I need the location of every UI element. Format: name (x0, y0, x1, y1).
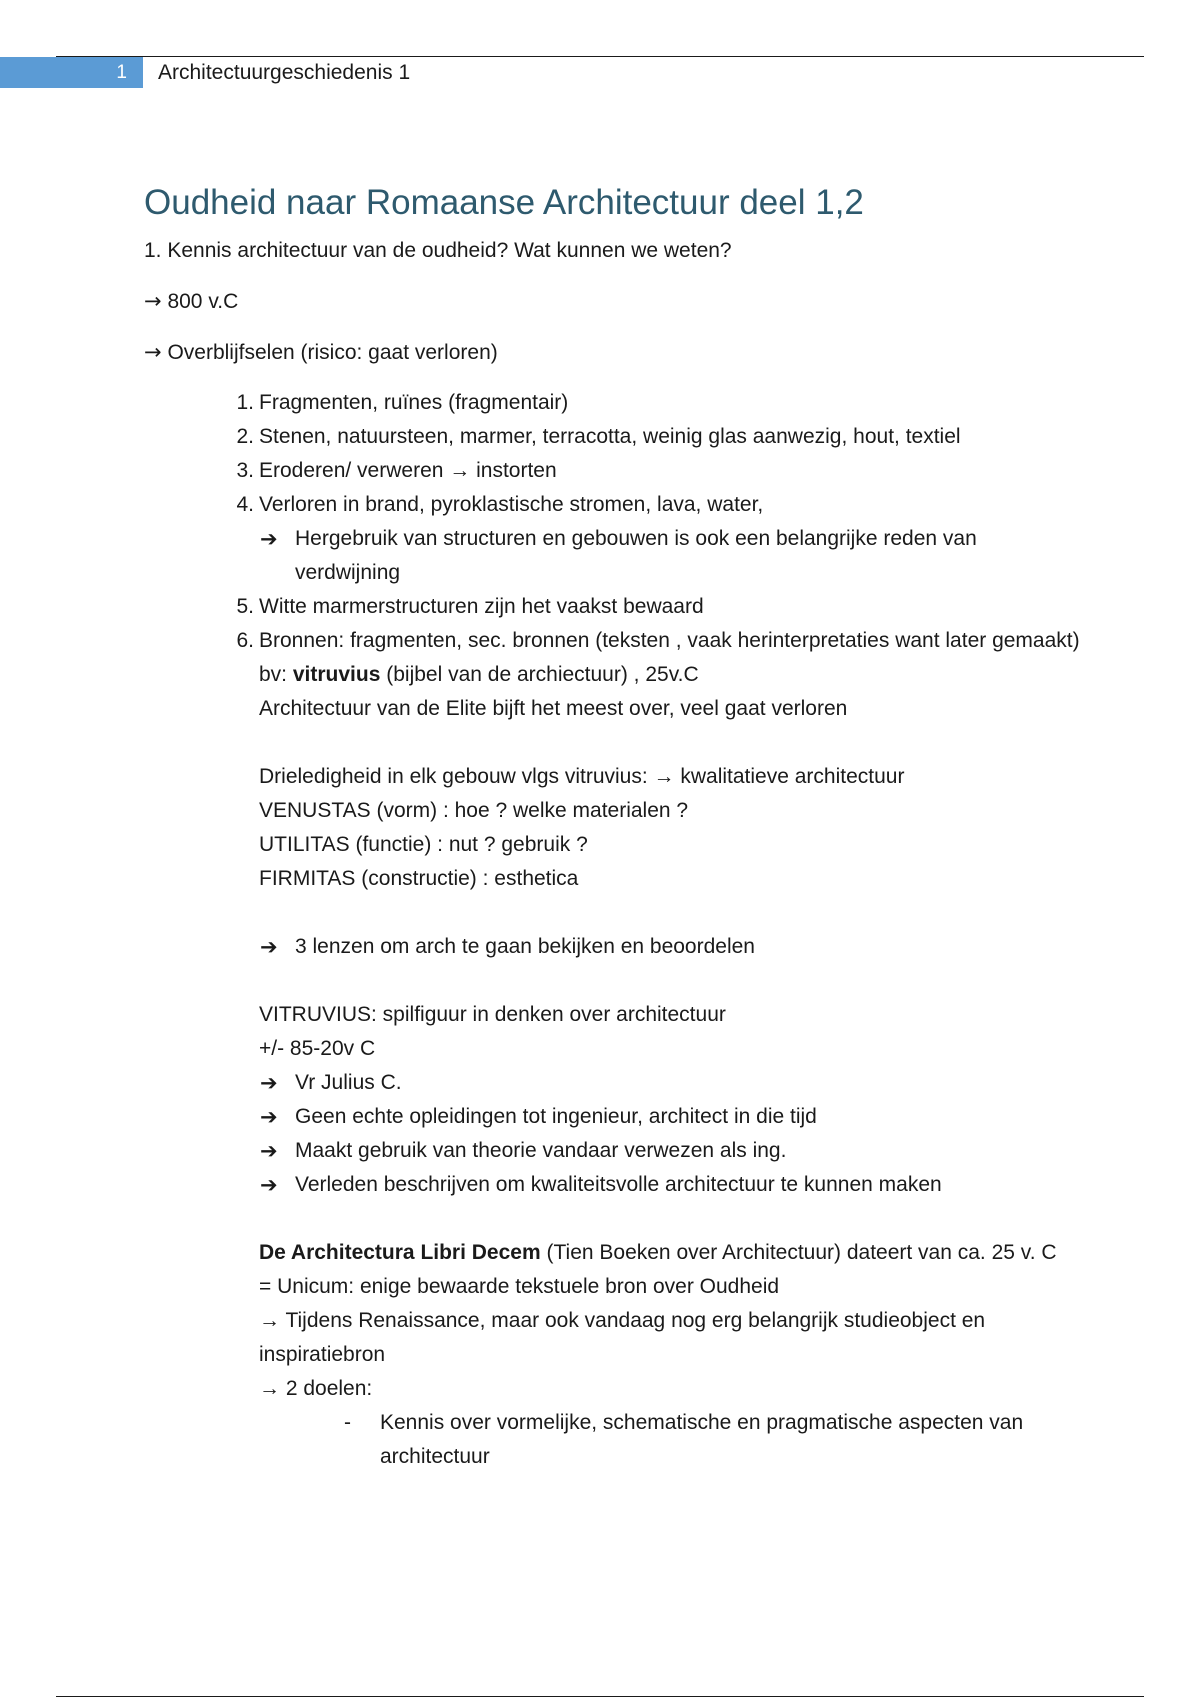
arrow-bullet-icon: ➔ (260, 1105, 278, 1129)
libri-unicum: = Unicum: enige bewaarde tekstuele bron over Oudheid (259, 1275, 780, 1298)
vitruvius-bullet (144, 1100, 1084, 1134)
sources-text: Bronnen: fragmenten, sec. bronnen (teksten , vaak herinterpretaties want later gemaakt) bv: (259, 629, 1080, 686)
bullet-text: Verleden beschrijven om kwaliteitsvolle architectuur te kunnen maken (295, 1173, 942, 1196)
libri-block (144, 1236, 1084, 1406)
libri-title-line (259, 1236, 1084, 1270)
list-number: 5. (236, 595, 254, 618)
list-number: 2. (236, 425, 254, 448)
list-item-2 (144, 420, 1084, 454)
vitruvius-block (144, 998, 1084, 1066)
vitruvius-heading: VITRUVIUS: spilfiguur in denken over architectuur (259, 1003, 726, 1026)
list-text: Eroderen/ verweren → instorten (259, 459, 557, 482)
libri-doelen: → 2 doelen: (259, 1377, 373, 1400)
sources-text-end: (bijbel van de archiectuur) , 25v.C (380, 663, 699, 686)
arrow-line-text: Overblijfselen (risico: gaat verloren) (167, 341, 498, 364)
vitruvius-bullet (144, 1134, 1084, 1168)
arrow-line-text: 800 v.C (167, 290, 239, 313)
list-text: Fragmenten, ruïnes (fragmentair) (259, 391, 569, 414)
list-item-6 (144, 624, 1084, 726)
elite-line: Architectuur van de Elite bijft het meest over, veel gaat verloren (259, 697, 848, 720)
vitruvius-bullet (144, 1066, 1084, 1100)
arrow-line-date (144, 284, 1084, 319)
list-text: Stenen, natuursteen, marmer, terracotta, weinig glas aanwezig, hout, textiel (259, 425, 961, 448)
document-title: Oudheid naar Romaanse Architectuur deel 1,2 (144, 183, 864, 222)
document-body (144, 176, 1084, 1474)
list-text: Verloren in brand, pyroklastische stromen, lava, water, (259, 493, 764, 516)
lenses-text: 3 lenzen om arch te gaan bekijken en beoordelen (295, 935, 755, 958)
question-line: 1. Kennis architectuur van de oudheid? Wat kunnen we weten? (144, 239, 732, 262)
list-number: 6. (236, 629, 254, 652)
arrow-icon: → (144, 289, 162, 313)
list-item-1 (144, 386, 1084, 420)
triad-block (144, 760, 1084, 896)
arrow-bullet-icon: ➔ (260, 527, 278, 551)
vitruvius-dates: +/- 85-20v C (259, 1037, 376, 1060)
sub-text: Hergebruik van structuren en gebouwen is ook een belangrijke reden van verdwijning (295, 527, 977, 584)
bullet-text: Geen echte opleidingen tot ingenieur, architect in die tijd (295, 1105, 817, 1128)
arrow-bullet-icon: ➔ (260, 1139, 278, 1163)
triad-firmitas: FIRMITAS (constructie) : esthetica (259, 867, 579, 890)
libri-rest: (Tien Boeken over Architectuur) dateert van ca. 25 v. C (540, 1241, 1057, 1264)
list-text: Witte marmerstructuren zijn het vaakst bewaard (259, 595, 704, 618)
libri-title: De Architectura Libri Decem (259, 1241, 541, 1264)
list-item-4 (144, 488, 1084, 522)
bullet-text: Maakt gebruik van theorie vandaar verwezen als ing. (295, 1139, 787, 1162)
lenses-line (144, 930, 1084, 964)
vitruvius-bullet (144, 1168, 1084, 1202)
list-text (259, 629, 1080, 686)
goal-text: Kennis over vormelijke, schematische en pragmatische aspecten van architectuur (380, 1411, 1024, 1468)
arrow-bullet-icon: ➔ (260, 1173, 278, 1197)
arrow-bullet-icon: ➔ (260, 1071, 278, 1095)
bullet-text: Vr Julius C. (295, 1071, 402, 1094)
arrow-line-remains (144, 335, 1084, 370)
triad-utilitas: UTILITAS (functie) : nut ? gebruik ? (259, 833, 588, 856)
running-header-title: Architectuurgeschiedenis 1 (158, 61, 411, 84)
list-number: 4. (236, 493, 254, 516)
libri-renaissance: → Tijdens Renaissance, maar ook vandaag nog erg belangrijk studieobject en inspiratiebron (259, 1309, 986, 1366)
goal-item-1 (144, 1406, 1084, 1474)
arrow-bullet-icon: ➔ (260, 935, 278, 959)
triad-venustas: VENUSTAS (vorm) : hoe ? welke materialen ? (259, 799, 689, 822)
list-item-5 (144, 590, 1084, 624)
list-item-3 (144, 454, 1084, 488)
dash-bullet: - (344, 1411, 351, 1434)
arrow-icon: → (144, 340, 162, 364)
vitruvius-bold: vitruvius (292, 663, 381, 686)
list-number: 3. (236, 459, 254, 482)
triad-intro: Drieledigheid in elk gebouw vlgs vitruvius: → kwalitatieve architectuur (259, 765, 905, 788)
page-number: 1 (0, 57, 143, 88)
list-number: 1. (236, 391, 254, 414)
footer-rule (56, 1696, 1144, 1697)
list-item-4-sub (144, 522, 1084, 590)
